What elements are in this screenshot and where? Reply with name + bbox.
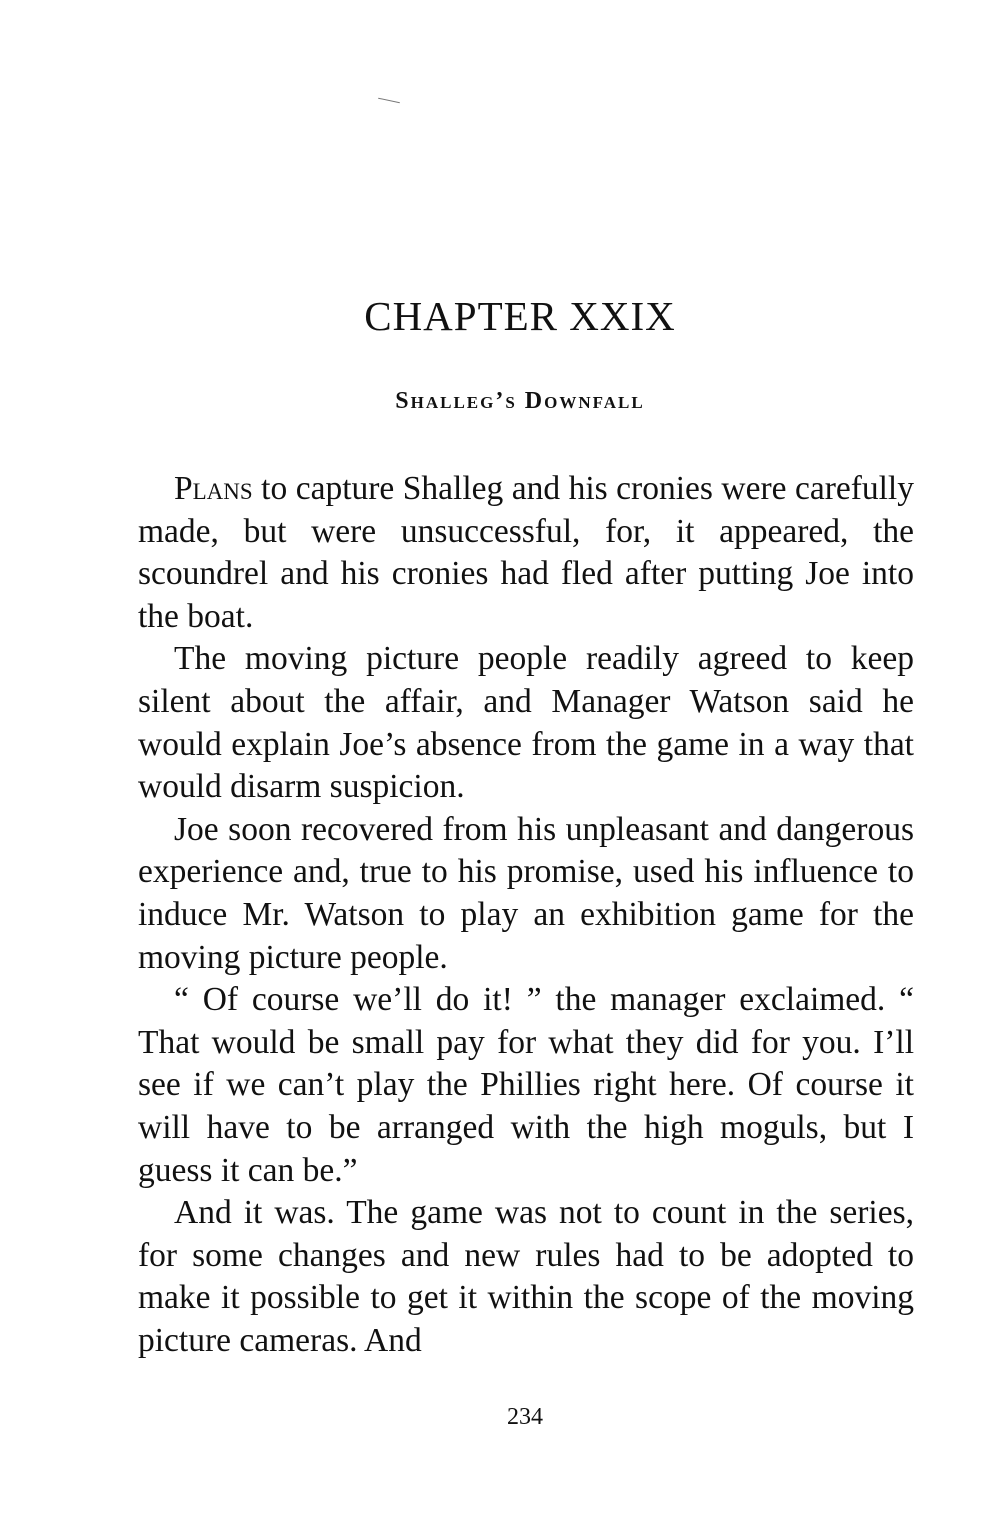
chapter-title: CHAPTER XXIX: [364, 293, 676, 339]
paragraph: And it was. The game was not to count in the series, for some changes and new rules had to be adopted to make it possible to get it within the scope of the moving picture cameras. And: [138, 1194, 914, 1359]
paragraph: “ Of course we’ll do it! ” the manager exclaimed. “ That would be small pay for what they did for you. I’ll see if we can’t play the Phillies right here. Of course it will have to be arranged with the high moguls, but I guess it can be.”: [138, 981, 914, 1189]
paragraph-lead-word: Plans: [174, 470, 253, 507]
paragraph: [138, 468, 914, 638]
paragraph: Joe soon recovered from his unpleasant and dangerous experience and, true to his promise, used his influence to induce Mr. Watson to play an exhibition game for the moving picture people.: [138, 810, 914, 976]
print-speck: [378, 98, 400, 104]
chapter-body: [138, 468, 914, 1362]
paragraph: The moving picture people readily agreed to keep silent about the affair, and Manager Watson said he would explain Joe’s absence from the game in a way that would disarm suspicion.: [138, 640, 914, 806]
chapter-subtitle: Shalleg’s Downfall: [395, 388, 645, 414]
paragraph-text: to capture Shalleg and his cronies were carefully made, but were unsuccessful, for, it appeared, the scoundrel and his cronies had fled after putting Joe into the boat.: [138, 470, 914, 635]
page-number: 234: [507, 1404, 543, 1430]
